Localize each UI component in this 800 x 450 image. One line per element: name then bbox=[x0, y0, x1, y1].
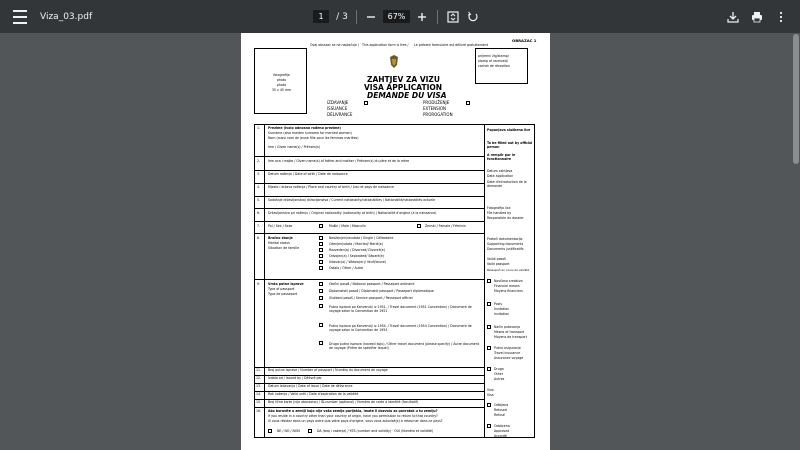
menu-icon[interactable] bbox=[8, 0, 32, 33]
side-label: Approved bbox=[494, 429, 510, 433]
coat-of-arms-icon bbox=[388, 55, 400, 69]
stamp-label: prijemni žig/stamp/ bbox=[478, 54, 509, 58]
side-label: Viza bbox=[487, 388, 494, 392]
side-label: Fotografija lica bbox=[487, 206, 511, 210]
marital-label: Bračno stanje bbox=[268, 236, 293, 240]
marital-checkbox[interactable] bbox=[319, 248, 323, 252]
yes-option: DA (broj i važenje) / YES (number and validity) · OUI (Numéro et validité) bbox=[317, 429, 434, 433]
side-label: Poziv bbox=[494, 302, 503, 306]
document-title: Viza_03.pdf bbox=[40, 11, 93, 22]
option-extension: PRODUŽENJE bbox=[423, 100, 450, 105]
side-label: Invitation bbox=[494, 312, 510, 316]
birth-date-label: Datum rođenja / Date of birth / Date de naissance bbox=[268, 172, 348, 176]
side-label: Novčana sredstva bbox=[494, 279, 523, 283]
original-nationality-label: Državljanstvo pri rođenju / Original nationality (nationality at birth) / Nationalité d'origine (à la naissance) bbox=[268, 211, 437, 215]
marital-option: Oženjen/udata / Married/ Marié(e) bbox=[329, 242, 383, 246]
photo-size: 35 x 45 mm bbox=[271, 88, 292, 92]
side-label: Date d'introduction de la demande bbox=[487, 180, 527, 188]
row-number: 7. bbox=[257, 224, 261, 228]
table-line bbox=[254, 233, 484, 234]
more-vert-icon[interactable] bbox=[774, 0, 788, 33]
passport-option: Putna isprava po Konvenciji iz 1954. / Travel document (1954 Convention) / Document de voyage selon la Convention de 1954 bbox=[329, 324, 472, 332]
side-label: Moyens financiers bbox=[494, 289, 523, 293]
side-label: Passeport en cours de validité bbox=[487, 268, 530, 272]
no-checkbox[interactable] bbox=[268, 429, 272, 433]
side-label: Documents justificatifs bbox=[487, 247, 524, 251]
passport-type-label: Type of passport bbox=[268, 287, 295, 291]
pdf-toolbar bbox=[0, 0, 800, 33]
passport-checkbox[interactable] bbox=[319, 304, 323, 308]
side-checkbox[interactable] bbox=[487, 325, 491, 329]
female-checkbox[interactable] bbox=[417, 224, 421, 228]
heading-en: VISA APPLICATION bbox=[364, 83, 443, 92]
free-note-3: Le présent formulaire est délivré gratuitement bbox=[414, 43, 488, 47]
marital-checkbox[interactable] bbox=[319, 266, 323, 270]
zoom-out-icon[interactable] bbox=[364, 0, 378, 33]
table-line bbox=[484, 124, 485, 438]
side-checkbox[interactable] bbox=[487, 403, 491, 407]
male-option: Muški / Male / Masculin bbox=[329, 224, 366, 228]
side-label: Autres bbox=[494, 377, 505, 381]
passport-checkbox[interactable] bbox=[319, 289, 323, 293]
parents-label: Ime oca i majke / Given name(s) of father and mother / Prénom(s) du père et de la mère bbox=[268, 159, 410, 163]
option-extension: PROROGATION bbox=[423, 112, 453, 117]
side-label: Other bbox=[494, 372, 504, 376]
scrollbar-thumb[interactable] bbox=[793, 34, 799, 164]
table-line bbox=[254, 208, 484, 209]
row-number: 4. bbox=[257, 185, 261, 189]
side-label: Financial means bbox=[494, 284, 520, 288]
side-label: Accordé bbox=[494, 434, 507, 438]
row-number: 16. bbox=[256, 409, 262, 413]
marital-label: Marital status bbox=[268, 241, 290, 245]
heading-sr: ZAHTJEV ZA VIZU bbox=[367, 75, 440, 84]
sex-label: Pol / Sex / Sexe bbox=[268, 224, 293, 228]
side-label: Invitation bbox=[494, 307, 510, 311]
row-number: 14. bbox=[256, 392, 262, 396]
option-extension: EXTENSION bbox=[423, 106, 447, 111]
passport-checkbox[interactable] bbox=[319, 282, 323, 286]
side-label: Prateći dokumentacija bbox=[487, 237, 523, 241]
table-line bbox=[254, 156, 484, 157]
birth-place-label: Mjesto i država rođenja / Place and country of birth / Lieu et pays de naissance bbox=[268, 185, 394, 189]
residence-label: Si vous résidez dans un pays autre que votre pays d'origine, vous vous autorisé(e) à retourner dans ce pays? bbox=[268, 419, 443, 423]
passport-option: Obični pasoš / National passport / Passeport ordinaire bbox=[329, 282, 415, 286]
page-total: 3 bbox=[342, 11, 348, 22]
row-number: 5. bbox=[257, 198, 261, 202]
marital-option: Neoženjen/neudata / Single / Célibataire bbox=[329, 236, 394, 240]
marital-label: Situation de famille bbox=[268, 246, 300, 250]
passport-number-label: Broj putne isprave / Number of passport / Numéro du document de voyage bbox=[268, 368, 388, 372]
issued-by-label: Izdata od / Issued by / Délivré par bbox=[268, 376, 322, 380]
official-use-heading: Popunjava službeno lice bbox=[487, 128, 531, 132]
passport-checkbox[interactable] bbox=[319, 296, 323, 300]
page-count bbox=[332, 0, 352, 33]
page-number-input[interactable] bbox=[313, 10, 329, 23]
side-label: Refusé bbox=[494, 413, 505, 417]
marital-option: Udovac(a) / Widow(er)/ Veuf(Veuve) bbox=[329, 260, 387, 264]
passport-type-label: Type de passeport bbox=[268, 292, 298, 296]
toolbar-divider bbox=[356, 10, 357, 24]
passport-type-label: Vrsta putne isprave bbox=[268, 282, 304, 286]
passport-option: Putna isprava po Konvenciji iz 1951. / Travel document (1951 Convention) / Document de voyage selon la Convention de 1951 bbox=[329, 305, 472, 313]
table-line bbox=[254, 170, 484, 171]
row-number: 9. bbox=[257, 282, 261, 286]
issue-date-label: Datum izdavanja / Date of issue / Date de délivrance bbox=[268, 384, 353, 388]
row-number: 15. bbox=[256, 400, 262, 404]
photo-label: photo bbox=[276, 78, 287, 82]
photo-label: photo bbox=[276, 83, 287, 87]
side-label: Valid passport bbox=[487, 262, 510, 266]
passport-checkbox[interactable] bbox=[319, 341, 323, 345]
side-label: Putno osiguranje bbox=[494, 346, 521, 350]
row-number: 8. bbox=[257, 236, 261, 240]
given-name-label: Ime / Given name(s) / Prénom(s) bbox=[268, 145, 320, 149]
side-checkbox[interactable] bbox=[487, 424, 491, 428]
side-label: Date application bbox=[487, 174, 514, 178]
zoom-level-input[interactable]: 67% bbox=[383, 10, 410, 23]
download-icon[interactable] bbox=[726, 0, 740, 33]
surname-label: Nom (aussi nom de jeune fille pour les femmes mariées) bbox=[268, 136, 359, 140]
free-note-2: This application form is free / bbox=[362, 43, 409, 47]
pdf-page bbox=[241, 33, 550, 450]
side-label: Odobrena bbox=[494, 424, 510, 428]
side-label: Moyens de transport bbox=[494, 335, 527, 339]
row-number: 2. bbox=[257, 159, 261, 163]
table-line bbox=[254, 183, 484, 184]
side-checkbox[interactable] bbox=[487, 367, 491, 371]
residence-label: If you reside in a country other than your country of origin, have you permission to return to that country? bbox=[268, 414, 438, 418]
row-number: 3. bbox=[257, 172, 261, 176]
side-label: Validi pasoš bbox=[487, 257, 506, 261]
side-checkbox[interactable] bbox=[487, 302, 491, 306]
table-line bbox=[254, 221, 484, 222]
marital-checkbox[interactable] bbox=[319, 260, 323, 264]
side-label: Assurance voyage bbox=[494, 356, 524, 360]
no-option: NE / NO / NON bbox=[277, 429, 300, 433]
passport-option: Službeni pasoš / Service passport / Passeport officiel bbox=[329, 296, 413, 300]
option-issuance: IZDAVANJE bbox=[327, 100, 349, 105]
row-number: 11. bbox=[256, 368, 262, 372]
nationality-label: Sadašnje državljanstvo/ državljanstva / Current nationality/nationalities / Nationalité/nationalités actuele bbox=[268, 198, 435, 202]
heading-fr: DEMANDE DU VISA bbox=[367, 91, 447, 100]
issuance-checkbox[interactable] bbox=[364, 101, 368, 105]
form-number: OBRAZAC 1 bbox=[512, 38, 537, 43]
passport-checkbox[interactable] bbox=[319, 323, 323, 327]
side-checkbox[interactable] bbox=[487, 279, 491, 283]
marital-checkbox[interactable] bbox=[319, 254, 323, 258]
rotate-icon[interactable] bbox=[466, 0, 480, 33]
side-label: Refused bbox=[494, 408, 507, 412]
official-use-heading: To be filled out by official person bbox=[487, 141, 533, 150]
side-label: Drugo bbox=[494, 367, 504, 371]
passport-option: Diplomatski pasoš / Diplomatic passport / Passeport diplomatique bbox=[329, 289, 434, 293]
stamp-label: cachet de réception bbox=[478, 64, 510, 68]
surname-label: Surname (also maiden surname for married women) bbox=[268, 131, 352, 135]
female-option: Ženski / Female / Féminin bbox=[425, 224, 466, 228]
yes-checkbox[interactable] bbox=[308, 429, 312, 433]
zoom-in-icon[interactable] bbox=[415, 0, 429, 33]
official-use-heading: A remplir par le fonctionnaire bbox=[487, 153, 516, 162]
table-line bbox=[254, 279, 484, 280]
page-separator: / bbox=[336, 11, 340, 22]
side-label: Visa bbox=[487, 393, 494, 397]
marital-option: Ostalo / Other / Autre bbox=[329, 266, 364, 270]
valid-until-label: Rok važenja / Valid until / Date d'expiration de la validité bbox=[268, 392, 359, 396]
photo-label: fotografija bbox=[273, 73, 290, 77]
side-label: Responsible du dossier bbox=[487, 216, 524, 220]
id-number-label: Broj lične karte (nije obavezno) / ID-number (optional) / Numéro de carte à identité (facultatif) bbox=[268, 400, 419, 404]
side-label: Način putovanja bbox=[494, 325, 520, 329]
marital-checkbox[interactable] bbox=[319, 236, 323, 240]
marital-option: Odvojen(a) / Separated/ Séparé(e) bbox=[329, 254, 384, 258]
fit-page-icon[interactable] bbox=[446, 0, 460, 33]
side-label: Means of transport bbox=[494, 330, 525, 334]
side-label: Datum zahtjeva bbox=[487, 169, 513, 173]
row-number: 13. bbox=[256, 384, 262, 388]
row-number: 6. bbox=[257, 211, 261, 215]
passport-option: Druga putna isprava (navesti koju) / Other travel document (please specify) / Autre document de voyage (Prière de spécifier lequel) bbox=[329, 342, 479, 350]
toolbar-divider bbox=[437, 10, 438, 24]
table-line bbox=[254, 407, 484, 408]
marital-option: Razveden(a) / Divorced/ Divorcé(e) bbox=[329, 248, 385, 252]
male-checkbox[interactable] bbox=[319, 224, 323, 228]
extension-checkbox[interactable] bbox=[466, 101, 470, 105]
side-label: Odbijena bbox=[494, 403, 509, 407]
surname-label: Prezime (ivolo odnosno rođeno prezime) bbox=[268, 126, 341, 130]
photo-box bbox=[254, 48, 307, 114]
print-icon[interactable] bbox=[750, 0, 764, 33]
side-label: Supporting documents bbox=[487, 242, 524, 246]
side-label: File handled by bbox=[487, 211, 512, 215]
table-line bbox=[254, 196, 484, 197]
row-number: 12. bbox=[256, 376, 262, 380]
row-number: 1. bbox=[257, 126, 261, 130]
marital-checkbox[interactable] bbox=[319, 242, 323, 246]
side-label: Travel insurance bbox=[494, 351, 521, 355]
free-note-1: Ovaj obrazac se ne naplaćuje / bbox=[310, 43, 360, 47]
option-issuance: ISSUANCE bbox=[327, 106, 348, 111]
option-issuance: DÉLIVRANCE bbox=[327, 112, 353, 117]
side-checkbox[interactable] bbox=[487, 346, 491, 350]
residence-label: Ako boravite u zemlji koja nije vaša zemlja porijekla, imate li dozvolu za povratak u tu zemlju? bbox=[268, 409, 438, 413]
stamp-label: stamp of received/ bbox=[478, 59, 508, 63]
